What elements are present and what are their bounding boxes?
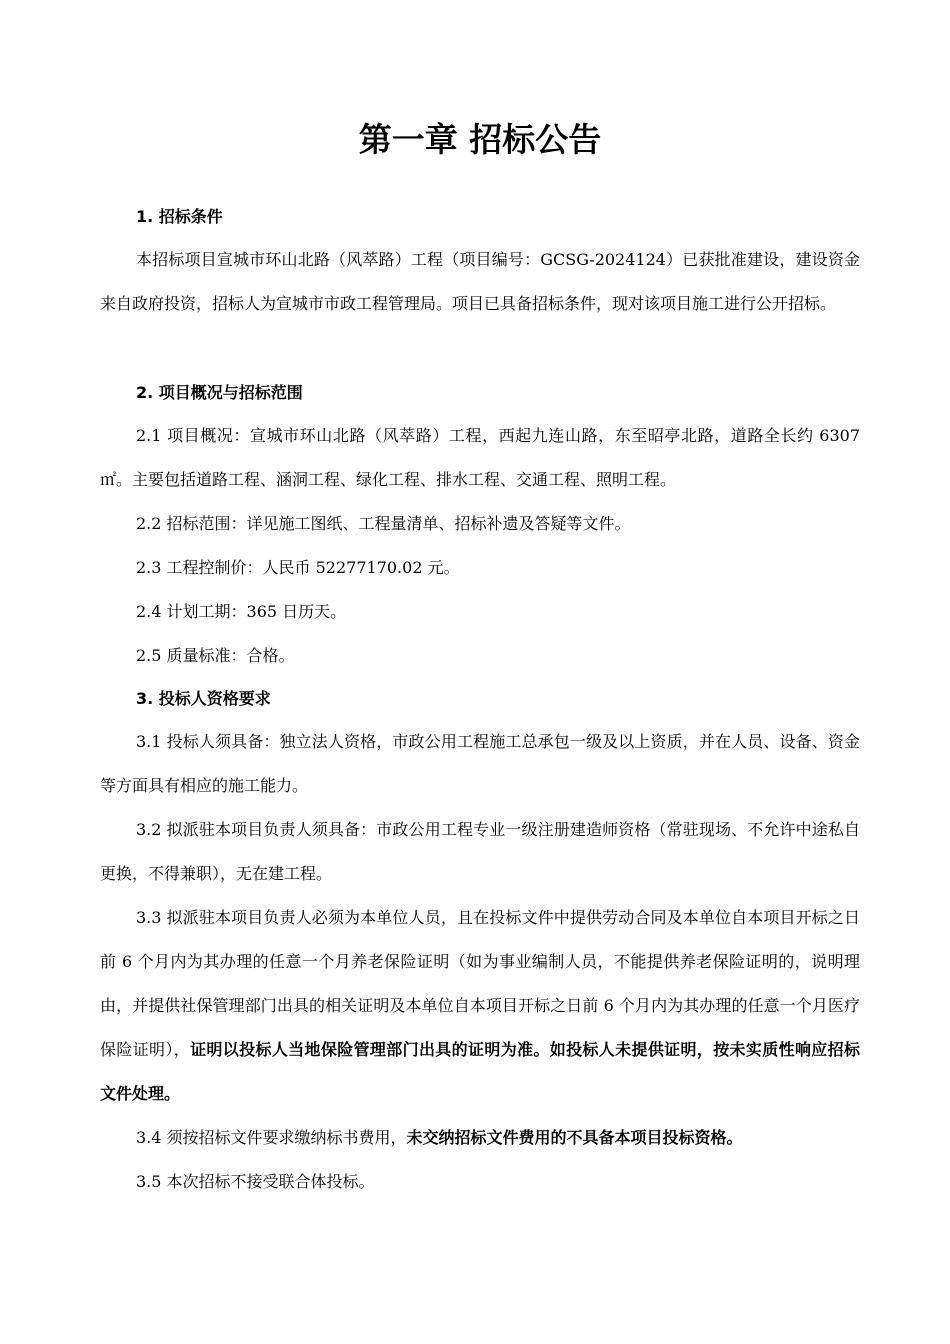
paragraph-3-3	[100, 896, 860, 1116]
section-heading-1: 1. 招标条件	[136, 207, 223, 226]
paragraph-1-1: 本招标项目宣城市环山北路（风萃路）工程（项目编号：GCSG-2024124）已获批准建设，建设资金来自政府投资，招标人为宣城市市政工程管理局。项目已具备招标条件，现对该项目施工进行公开招标。	[100, 250, 860, 313]
paragraph-3-3-text: 3.3 拟派驻本项目负责人必须为本单位人员，且在投标文件中提供劳动合同及本单位自本项目开标之日前 6 个月内为其办理的任意一个月养老保险证明（如为事业编制人员，不能提供养老保险证明的，说明理由，并提供社保管理部门出具的相关证明及本单位自本项目开标之日前 6 个月内为其办理的任意一个月医疗保险证明），	[100, 908, 860, 1059]
paragraph-2-2: 2.2 招标范围：详见施工图纸、工程量清单、招标补遗及答疑等文件。	[136, 514, 631, 533]
paragraph-3-4-text: 3.4 须按招标文件要求缴纳标书费用，	[136, 1128, 407, 1147]
chapter-title: 第一章 招标公告	[358, 120, 602, 159]
paragraph-3-1: 3.1 投标人须具备：独立法人资格，市政公用工程施工总承包一级及以上资质，并在人员、设备、资金等方面具有相应的施工能力。	[100, 732, 860, 795]
paragraph-2-1: 2.1 项目概况：宣城市环山北路（风萃路）工程，西起九连山路，东至昭亭北路，道路全长约 6307㎡。主要包括道路工程、涵洞工程、绿化工程、排水工程、交通工程、照明工程。	[100, 426, 860, 489]
paragraph-3-2: 3.2 拟派驻本项目负责人须具备：市政公用工程专业一级注册建造师资格（常驻现场、不允许中途私自更换，不得兼职），无在建工程。	[100, 820, 860, 883]
paragraph-3-5: 3.5 本次招标不接受联合体投标。	[136, 1172, 375, 1191]
paragraph-3-3-emphasis: 证明以投标人当地保险管理部门出具的证明为准。如投标人未提供证明，按未实质性响应招标文件处理。	[100, 1040, 860, 1103]
paragraph-2-3: 2.3 工程控制价：人民币 52277170.02 元。	[136, 558, 460, 577]
paragraph-2-4: 2.4 计划工期：365 日历天。	[136, 602, 347, 621]
paragraph-3-4-emphasis: 未交纳招标文件费用的不具备本项目投标资格。	[406, 1128, 743, 1147]
section-heading-3: 3. 投标人资格要求	[136, 689, 271, 708]
paragraph-2-5: 2.5 质量标准：合格。	[136, 646, 295, 665]
paragraph-3-4	[100, 1116, 860, 1160]
section-heading-2: 2. 项目概况与招标范围	[136, 383, 303, 402]
